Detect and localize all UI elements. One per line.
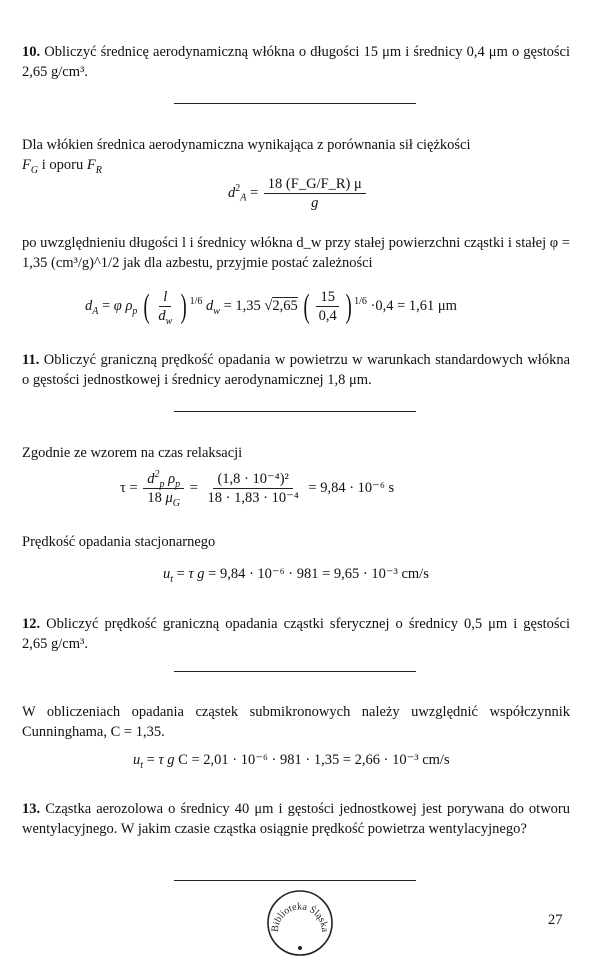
problem-text: Obliczyć średnicę aerodynamiczną włókna o długości 15 μm i średnicy 0,4 μm o gęstości 2,65 g/cm³. [22,44,570,80]
separator-rule [174,411,416,412]
equation-aerodynamic-diameter: $d^2_A$ = $\frac{18 (F\_G/F\_R) \mu}{g}$ [228,175,368,212]
stamp-text: Biblioteka Śląska [269,901,331,933]
problem-13 [22,799,570,839]
sqrt-value: 2,65 [272,297,298,314]
sqrt-expression: √2,65 [264,297,298,314]
tau-denominator: 18 · 1,83 · 10⁻⁴ [207,490,299,506]
fraction-numerator: 15 [316,288,339,307]
equation-cunningham-velocity: $u_t = \tau$ g C = 2,01 · 10⁻⁶ · 981 · 1,35 = 2,66 · 10⁻³ cm/s [133,752,450,771]
library-stamp [265,888,335,958]
force-symbol-gravity: $F_G$ [22,157,39,176]
solution-10-paragraph: po uwzględnieniu długości l i średnicy włókna d_w przy stałej powierzchni cząstki i stałej φ = 1,35 (cm³/g)^1/2 jak dla azbestu, przyjmie postać zależności [22,235,570,271]
solution-11-intro: Zgodnie ze wzorem na czas relaksacji [22,445,243,461]
problem-number: 13. [22,801,41,817]
problem-11 [22,350,570,390]
problem-text: Obliczyć graniczną prędkość opadania w powietrzu w warunkach standardowych włókna o gęstości jednostkowej i średnicy aerodynamicznej 1,8 μm. [22,352,571,388]
eq-fraction [264,175,366,212]
eq-numerator: 18 (F_G/F_R) μ [264,175,366,194]
separator-rule [174,103,416,104]
separator-rule [174,880,416,881]
value-parenthesis: ( $\frac{15}{0,4}$ ) [303,287,352,325]
solution-12-intro: W obliczeniach opadania cząstek submikronowych należy uwzględnić współczynnik Cunninghama, C = 1,35. [22,704,570,740]
problem-number: 10. [22,44,41,60]
tau-numerator: (1,8 · 10⁻⁴)² [213,470,292,489]
eq-result: ·0,4 = 1,61 μm [370,297,457,314]
ratio-parenthesis: ( $\frac{l}{d_w}$ ) [143,287,188,327]
problem-number: 12. [22,616,41,632]
stamp-dot [298,946,302,950]
velocity-result: = 2,01 · 10⁻⁶ · 981 · 1,35 = 2,66 · 10⁻³ cm/s [191,752,450,768]
tau-result: = 9,84 · 10⁻⁶ s [308,479,395,496]
equation-fiber-diameter: $d_A = \varphi$ $\rho_p$ ( $\frac{l}{d_w}$ ) $^{1/6}$ $d_w = 1,35$ √2,65 ( $\frac{15}{0,4}$ ) $^{1/6}$ ·0,4 = 1,61 μm [85,287,457,327]
intro-text: Dla włókien średnica aerodynamiczna wynikająca z porównania sił ciężkości [22,137,471,153]
problem-text: Cząstka aerozolowa o średnicy 40 μm i gęstości jednostkowej jest porywana do otworu wentylacyjnego. W jakim czasie cząstka osiągnie prędkość powietrza wentylacyjnego? [22,801,570,837]
tau-fraction-numeric [204,470,303,507]
problem-text: Obliczyć prędkość graniczną opadania cząstki sferycznej o średnicy 0,5 μm i gęstości 2,65 g/cm³. [22,616,570,652]
problem-number: 11. [22,352,40,368]
velocity-result: = 9,84 · 10⁻⁶ · 981 = 9,65 · 10⁻³ cm/s [208,566,429,582]
separator-rule [174,671,416,672]
velocity-label: Prędkość opadania stacjonarnego [22,534,216,550]
equation-relaxation-time: τ = $\frac{d^2_p \rho_p}{18 \mu_G}$ = $\frac{\text{(1,8 · 10⁻⁴)²}}{\text{18 · 1,83 · 10⁻⁴}}$ = 9,84 · 10⁻⁶ s [120,469,395,509]
problem-12 [22,614,570,654]
eq-coefficient: = 1,35 [223,297,261,314]
fraction-denominator: 0,4 [318,308,337,324]
eq-lhs: d [228,184,236,201]
eq-denominator: g [311,195,319,211]
solution-10-intro [22,135,570,175]
problem-10 [22,42,570,82]
tau-fraction-symbolic: $\frac{d^2_p \rho_p}{18 \mu_G}$ [143,470,184,507]
page-number: 27 [548,912,563,928]
equation-terminal-velocity: $u_t = \tau$ g = 9,84 · 10⁻⁶ · 981 = 9,65 · 10⁻³ cm/s [163,566,429,585]
force-symbol-drag: $F_R$ [86,157,102,176]
intro-text-2: i oporu [41,157,84,173]
svg-text:Biblioteka Śląska [270,901,330,933]
